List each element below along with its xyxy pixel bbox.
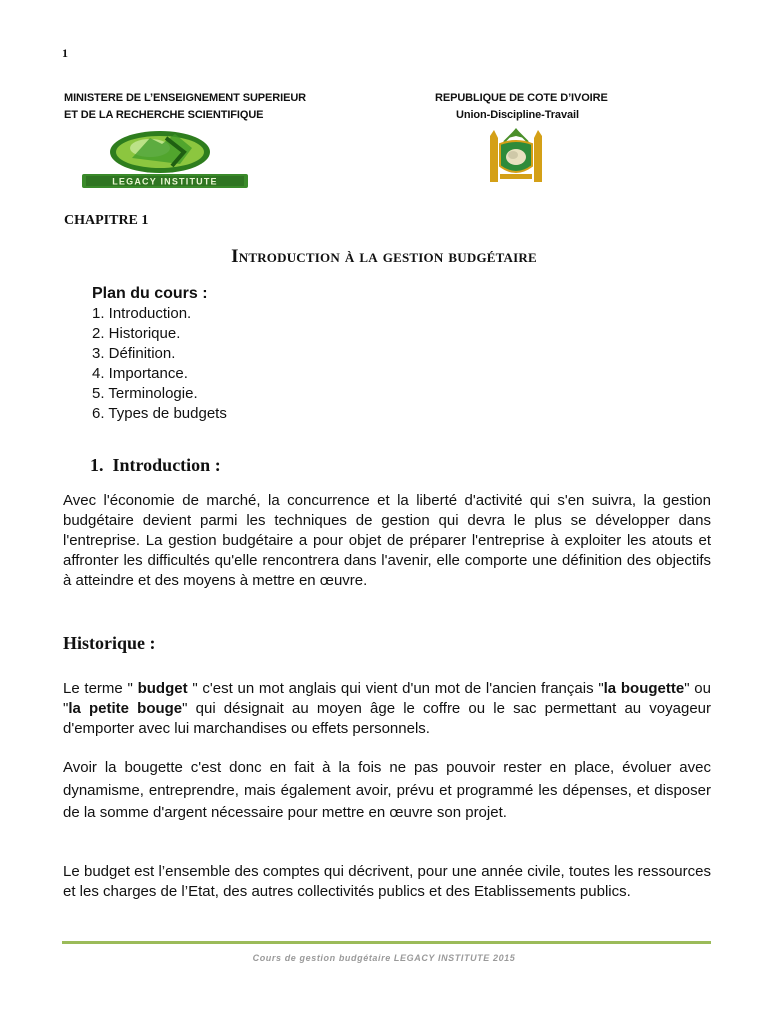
plan-item: 5. Terminologie. bbox=[92, 385, 198, 402]
section-heading-introduction: 1. Introduction : bbox=[90, 455, 221, 475]
republic-line-1: REPUBLIQUE DE COTE D’IVOIRE bbox=[435, 92, 608, 104]
footer-divider bbox=[62, 941, 711, 944]
legacy-institute-logo bbox=[80, 130, 250, 190]
term-la-petite-bouge: la petite bouge bbox=[68, 700, 183, 717]
term-budget: budget bbox=[137, 680, 188, 697]
course-plan bbox=[92, 284, 227, 424]
page-number: 1 bbox=[62, 46, 68, 60]
introduction-paragraph: Avec l'économie de marché, la concurrence et la liberté d'activité qui s'en suivra, la gestion budgétaire devient parmi les techniques de gestion qui devra le plus se développer dans l'entreprise. La gestion budgétaire a pour objet de préparer l'entreprise à exploiter les atouts et affronter les difficultés qu'elle rencontrera dans l'avenir, elle comporte une définition des objectifs à atteindre et des moyens à mettre en œuvre. bbox=[63, 492, 711, 589]
historique-paragraph-1: Le terme " budget " c'est un mot anglais qui vient d'un mot de l'ancien français "la bougette" ou "la petite bouge" qui désignait au moyen âge le coffre ou le sac permettant au voyageur d'emporter avec lui marchandises ou effets personnels. bbox=[63, 680, 712, 737]
plan-item: 6. Types de budgets bbox=[92, 405, 227, 422]
plan-item: 2. Historique. bbox=[92, 325, 181, 342]
ministry-line-2: ET DE LA RECHERCHE SCIENTIFIQUE bbox=[64, 109, 264, 121]
logo-text: LEGACY INSTITUTE bbox=[112, 176, 218, 187]
plan-item: 1. Introduction. bbox=[92, 305, 192, 322]
plan-item: 3. Définition. bbox=[92, 345, 176, 362]
budget-definition-paragraph: Le budget est l’ensemble des comptes qui décrivent, pour une année civile, toutes les ressources et les charges de l’Etat, des autres collectivités publics et des Etablissements publics. bbox=[63, 863, 711, 900]
plan-item: 4. Importance. bbox=[92, 365, 188, 382]
term-la-bougette: la bougette bbox=[603, 680, 685, 697]
historique-paragraph-2: Avoir la bougette c'est donc en fait à la fois ne pas pouvoir rester en place, évoluer avec dynamisme, entreprendre, mais également avoir, prévu et programmé les dépenses, et disposer de la somme d'argent nécessaire pour mettre en œuvre son projet. bbox=[63, 759, 711, 821]
ministry-line-1: MINISTERE DE L’ENSEIGNEMENT SUPERIEUR bbox=[64, 92, 307, 104]
republic-motto: Union-Discipline-Travail bbox=[456, 109, 579, 121]
page-title: Introduction à la gestion budgétaire bbox=[231, 246, 537, 267]
coat-of-arms-emblem bbox=[486, 126, 546, 184]
plan-heading: Plan du cours : bbox=[92, 285, 208, 302]
page-footer: Cours de gestion budgétaire LEGACY INSTITUTE 2015 bbox=[252, 953, 516, 963]
chapter-label: CHAPITRE 1 bbox=[64, 213, 149, 228]
section-heading-historique: Historique : bbox=[63, 633, 156, 653]
